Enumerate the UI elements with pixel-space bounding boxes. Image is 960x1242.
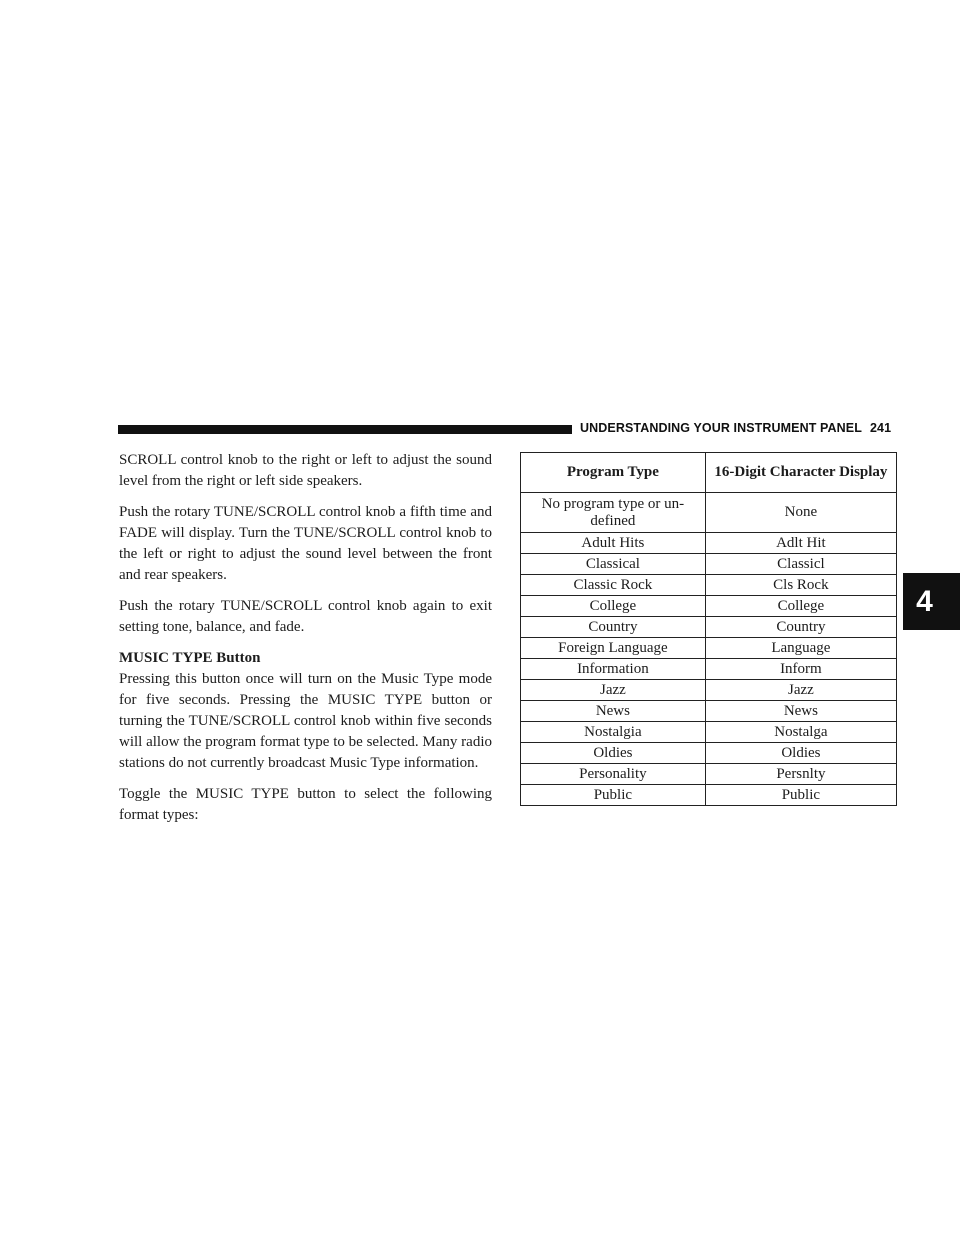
section-heading: MUSIC TYPE Button [119, 650, 261, 666]
table-cell: Cls Rock [705, 575, 896, 596]
table-cell: Inform [705, 659, 896, 680]
table-cell: No program type or undefined [521, 493, 706, 533]
table-row [521, 533, 897, 554]
table-cell: Public [521, 785, 706, 806]
chapter-tab: 4 [903, 573, 960, 630]
program-type-table-container [520, 452, 897, 806]
table-row [521, 680, 897, 701]
column-header: Program Type [521, 453, 706, 493]
table-cell: Classicl [705, 554, 896, 575]
table-row [521, 638, 897, 659]
table-cell: Classical [521, 554, 706, 575]
table-row [521, 743, 897, 764]
paragraph: SCROLL control knob to the right or left to adjust the sound level from the right or left side speakers. [119, 452, 492, 489]
table-cell: College [521, 596, 706, 617]
paragraph: Toggle the MUSIC TYPE button to select the following format types: [119, 786, 492, 823]
table-cell: Information [521, 659, 706, 680]
table-cell: Persnlty [705, 764, 896, 785]
table-row [521, 617, 897, 638]
table-row [521, 659, 897, 680]
table-cell: Oldies [705, 743, 896, 764]
table-cell: Adlt Hit [705, 533, 896, 554]
column-header: 16-Digit Character Display [705, 453, 896, 493]
table-row [521, 554, 897, 575]
body-text-column [119, 450, 492, 836]
table-cell: College [705, 596, 896, 617]
table-cell: Personality [521, 764, 706, 785]
table-cell: Nostalgia [521, 722, 706, 743]
table-cell: Adult Hits [521, 533, 706, 554]
page-number: 241 [869, 421, 892, 435]
table-cell: Language [705, 638, 896, 659]
table-cell: Nostalga [705, 722, 896, 743]
table-cell: Foreign Language [521, 638, 706, 659]
section-title: UNDERSTANDING YOUR INSTRUMENT PANEL [580, 421, 862, 435]
table-cell: Public [705, 785, 896, 806]
table-cell: Jazz [521, 680, 706, 701]
table-row [521, 785, 897, 806]
table-cell: Country [705, 617, 896, 638]
paragraph: Pressing this button once will turn on the Music Type mode for five seconds. Pressing the MUSIC TYPE button or turning the TUNE/SCROLL control knob within five seconds will allow the program format type to be selected. Many radio stations do not currently broadcast Music Type information. [119, 671, 492, 771]
table-row [521, 575, 897, 596]
table-cell: News [705, 701, 896, 722]
table-cell: Country [521, 617, 706, 638]
table-row [521, 493, 897, 533]
table-row [521, 722, 897, 743]
table-row [521, 764, 897, 785]
paragraph: Push the rotary TUNE/SCROLL control knob again to exit setting tone, balance, and fade. [119, 598, 492, 635]
table-cell: Classic Rock [521, 575, 706, 596]
table-row [521, 596, 897, 617]
table-cell: Jazz [705, 680, 896, 701]
table-row [521, 701, 897, 722]
table-cell: None [705, 493, 896, 533]
table-cell: Oldies [521, 743, 706, 764]
paragraph: Push the rotary TUNE/SCROLL control knob a fifth time and FADE will display. Turn the TUNE/SCROLL control knob to the left or right to adjust the sound level between the front and rear speakers. [119, 504, 492, 583]
table-cell: News [521, 701, 706, 722]
running-header [580, 421, 891, 435]
table-header-row [521, 453, 897, 493]
program-type-table [520, 452, 897, 806]
header-rule [118, 425, 572, 434]
